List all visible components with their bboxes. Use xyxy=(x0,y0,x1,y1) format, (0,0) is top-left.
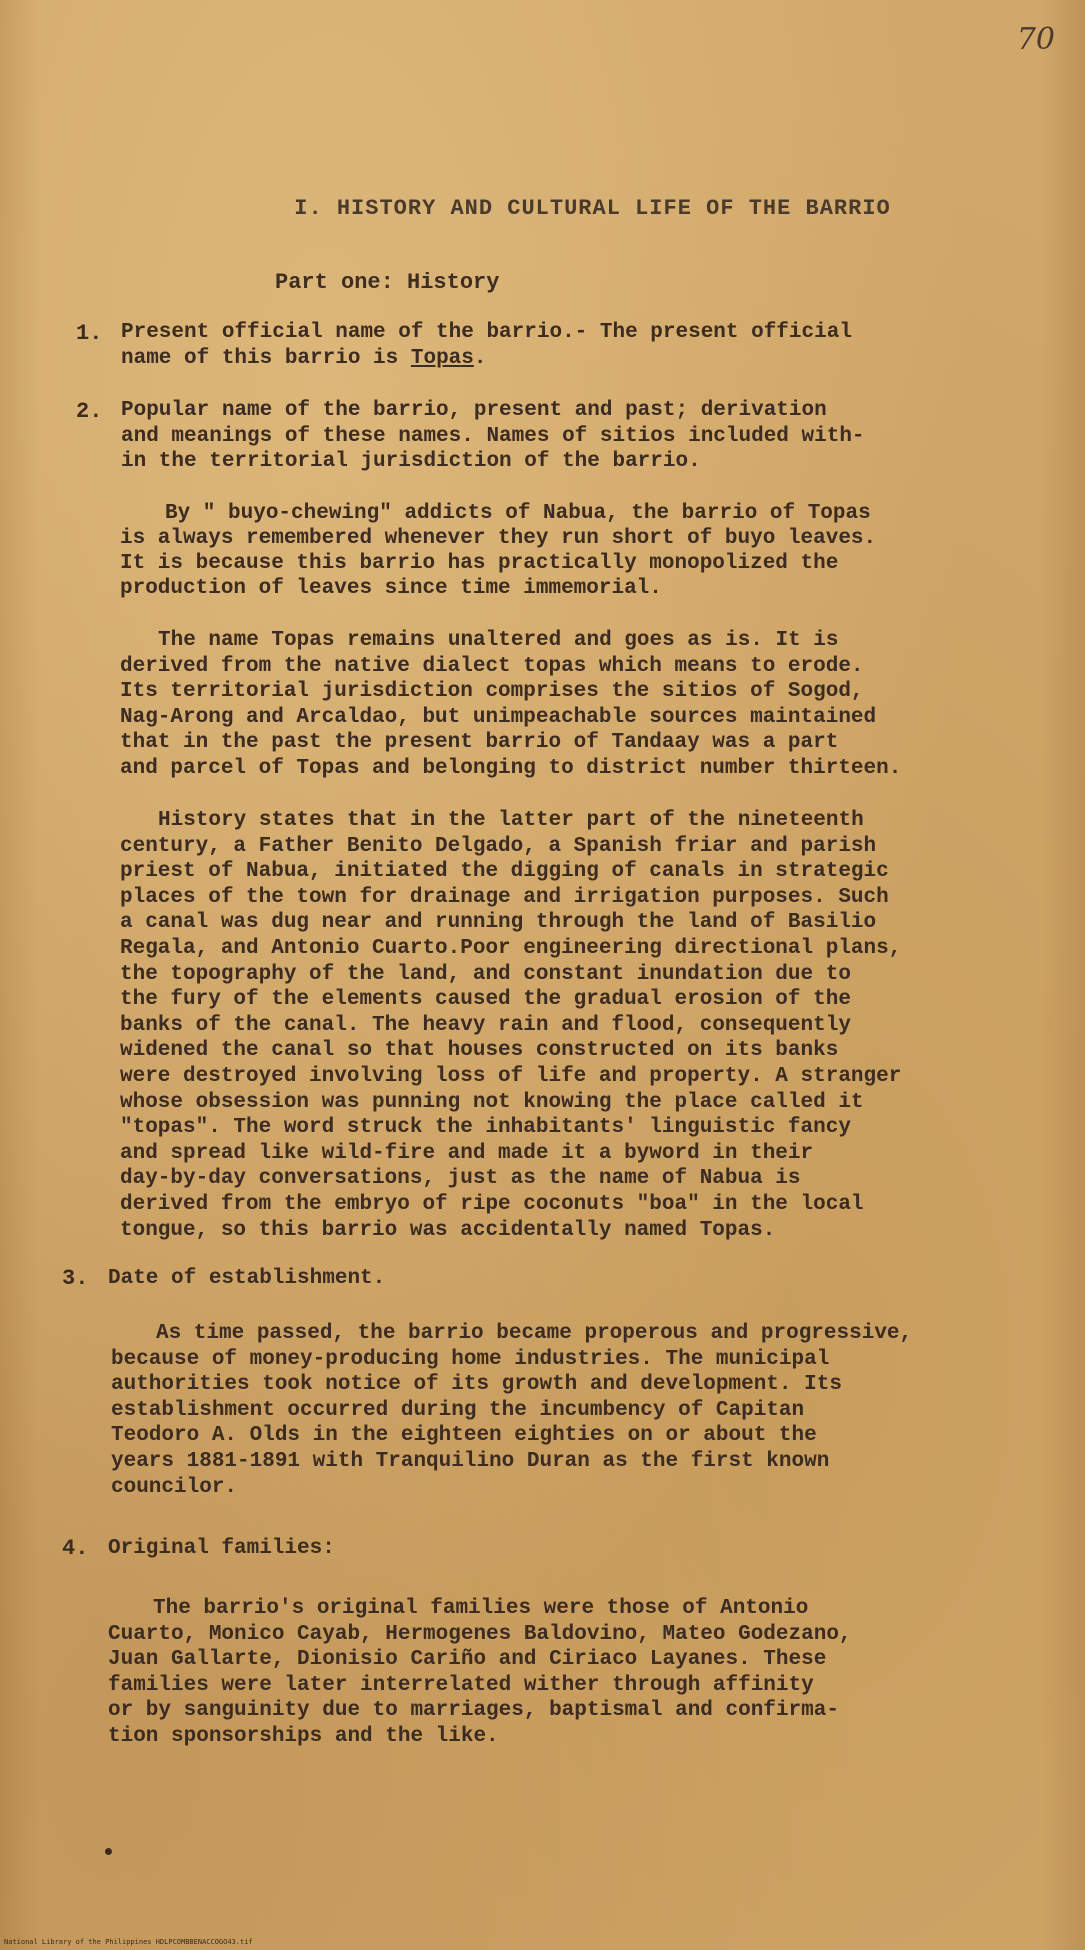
paragraph-line: History states that in the latter part of the nineteenth xyxy=(158,809,864,832)
paragraph-line: banks of the canal. The heavy rain and flood, consequently xyxy=(120,1013,851,1037)
item-2-paragraph-3 xyxy=(120,808,901,1243)
paragraph-line: "topas". The word struck the inhabitants' linguistic fancy xyxy=(120,1116,851,1140)
item-4-heading-line: Original families: xyxy=(108,1537,335,1560)
ink-dot xyxy=(105,1848,112,1855)
paragraph-line: a canal was dug near and running through the land of Basilio xyxy=(120,911,877,935)
item-3-number: 3. xyxy=(62,1266,89,1291)
paragraph-line: derived from the native dialect topas which means to erode. xyxy=(120,654,864,678)
item-1-heading-line xyxy=(121,346,852,372)
paragraph-line: places of the town for drainage and irrigation purposes. Such xyxy=(120,885,889,909)
item-3-heading xyxy=(108,1266,385,1292)
item-4-paragraph xyxy=(108,1596,852,1749)
item-3-heading-line: Date of establishment. xyxy=(108,1267,386,1290)
paragraph-line: The barrio's original families were those of Antonio xyxy=(153,1597,809,1620)
item-4-heading xyxy=(108,1536,335,1562)
paragraph-line: century, a Father Benito Delgado, a Spanish friar and parish xyxy=(120,834,877,858)
paragraph-line: derived from the embryo of ripe coconuts "boa" in the local xyxy=(120,1192,864,1216)
paragraph-line: that in the past the present barrio of Tandaay was a part xyxy=(120,731,839,754)
paragraph-line: were destroyed involving loss of life and property. A stranger xyxy=(120,1064,902,1088)
paragraph-line: is always remembered whenever they run short of buyo leaves. xyxy=(120,527,877,550)
archive-footer: National Library of the Philippines HDLPCOMBBENACCOGO43.tif xyxy=(4,1938,253,1946)
item-2-paragraph-1 xyxy=(120,501,876,601)
item-2-paragraph-2 xyxy=(120,628,901,781)
item-2-number: 2. xyxy=(76,399,103,424)
paragraph-line: years 1881-1891 with Tranquilino Duran as the first known xyxy=(111,1449,830,1473)
barrio-name-underlined: Topas xyxy=(410,346,474,370)
paragraph-line: It is because this barrio has practically monopolized the xyxy=(120,552,839,575)
paragraph-line: Regala, and Antonio Cuarto.Poor engineering directional plans, xyxy=(120,936,902,960)
paragraph-line: establishment occurred during the incumbency of Capitan xyxy=(111,1398,805,1422)
item-1-heading-line: Present official name of the barrio.- The present official xyxy=(121,321,852,344)
paragraph-line: or by sanguinity due to marriages, baptismal and confirma- xyxy=(108,1699,839,1722)
paragraph-line: the fury of the elements caused the gradual erosion of the xyxy=(120,988,851,1012)
paragraph-line: the topography of the land, and constant inundation due to xyxy=(120,962,851,986)
part-title: Part one: History xyxy=(275,270,500,295)
paragraph-line: production of leaves since time immemorial. xyxy=(120,577,662,600)
paragraph-line: and parcel of Topas and belonging to district number thirteen. xyxy=(120,756,902,780)
paragraph-line: widened the canal so that houses constructed on its banks xyxy=(120,1039,839,1063)
paragraph-line: As time passed, the barrio became properous and progressive, xyxy=(156,1322,913,1345)
paragraph-line: The name Topas remains unaltered and goes as is. It is xyxy=(158,629,839,652)
paragraph-line: day-by-day conversations, just as the name of Nabua is xyxy=(120,1167,801,1191)
item-1-heading xyxy=(121,320,852,371)
item-1-heading-end: . xyxy=(473,346,487,370)
page-number: 70 xyxy=(1016,22,1055,57)
paragraph-line: By " buyo-chewing" addicts of Nabua, the barrio of Topas xyxy=(165,502,871,525)
paragraph-line: families were later interrelated wither through affinity xyxy=(108,1673,814,1697)
paragraph-line: councilor. xyxy=(111,1475,238,1499)
item-4-number: 4. xyxy=(62,1536,89,1561)
paragraph-line: priest of Nabua, initiated the digging of canals in strategic xyxy=(120,860,889,884)
paragraph-line: tion sponsorships and the like. xyxy=(108,1724,499,1748)
section-title: I. HISTORY AND CULTURAL LIFE OF THE BARRIO xyxy=(294,196,891,221)
paragraph-line: because of money-producing home industries. The municipal xyxy=(111,1347,830,1371)
item-1-heading-line-text: name of this barrio is xyxy=(121,346,411,370)
paragraph-line: Its territorial jurisdiction comprises the sitios of Sogod, xyxy=(120,680,864,703)
paragraph-line: authorities took notice of its growth and development. Its xyxy=(111,1373,842,1397)
item-2-heading-line: in the territorial jurisdiction of the barrio. xyxy=(121,450,701,473)
paragraph-line: and spread like wild-fire and made it a byword in their xyxy=(120,1141,814,1165)
paragraph-line: Cuarto, Monico Cayab, Hermogenes Baldovino, Mateo Godezano, xyxy=(108,1622,852,1646)
item-2-heading xyxy=(121,398,865,475)
paragraph-line: tongue, so this barrio was accidentally named Topas. xyxy=(120,1218,776,1242)
paragraph-line: whose obsession was punning not knowing the place called it xyxy=(120,1090,864,1114)
paragraph-line: Nag-Arong and Arcaldao, but unimpeachable sources maintained xyxy=(120,705,877,729)
paragraph-line: Teodoro A. Olds in the eighteen eighties on or about the xyxy=(111,1424,817,1448)
item-2-heading-line: and meanings of these names. Names of sitios included with- xyxy=(121,424,865,448)
item-2-heading-line: Popular name of the barrio, present and past; derivation xyxy=(121,399,827,422)
paragraph-line: Juan Gallarte, Dionisio Cariño and Ciriaco Layanes. These xyxy=(108,1648,827,1671)
item-3-paragraph xyxy=(111,1321,912,1500)
item-1-number: 1. xyxy=(76,321,103,346)
